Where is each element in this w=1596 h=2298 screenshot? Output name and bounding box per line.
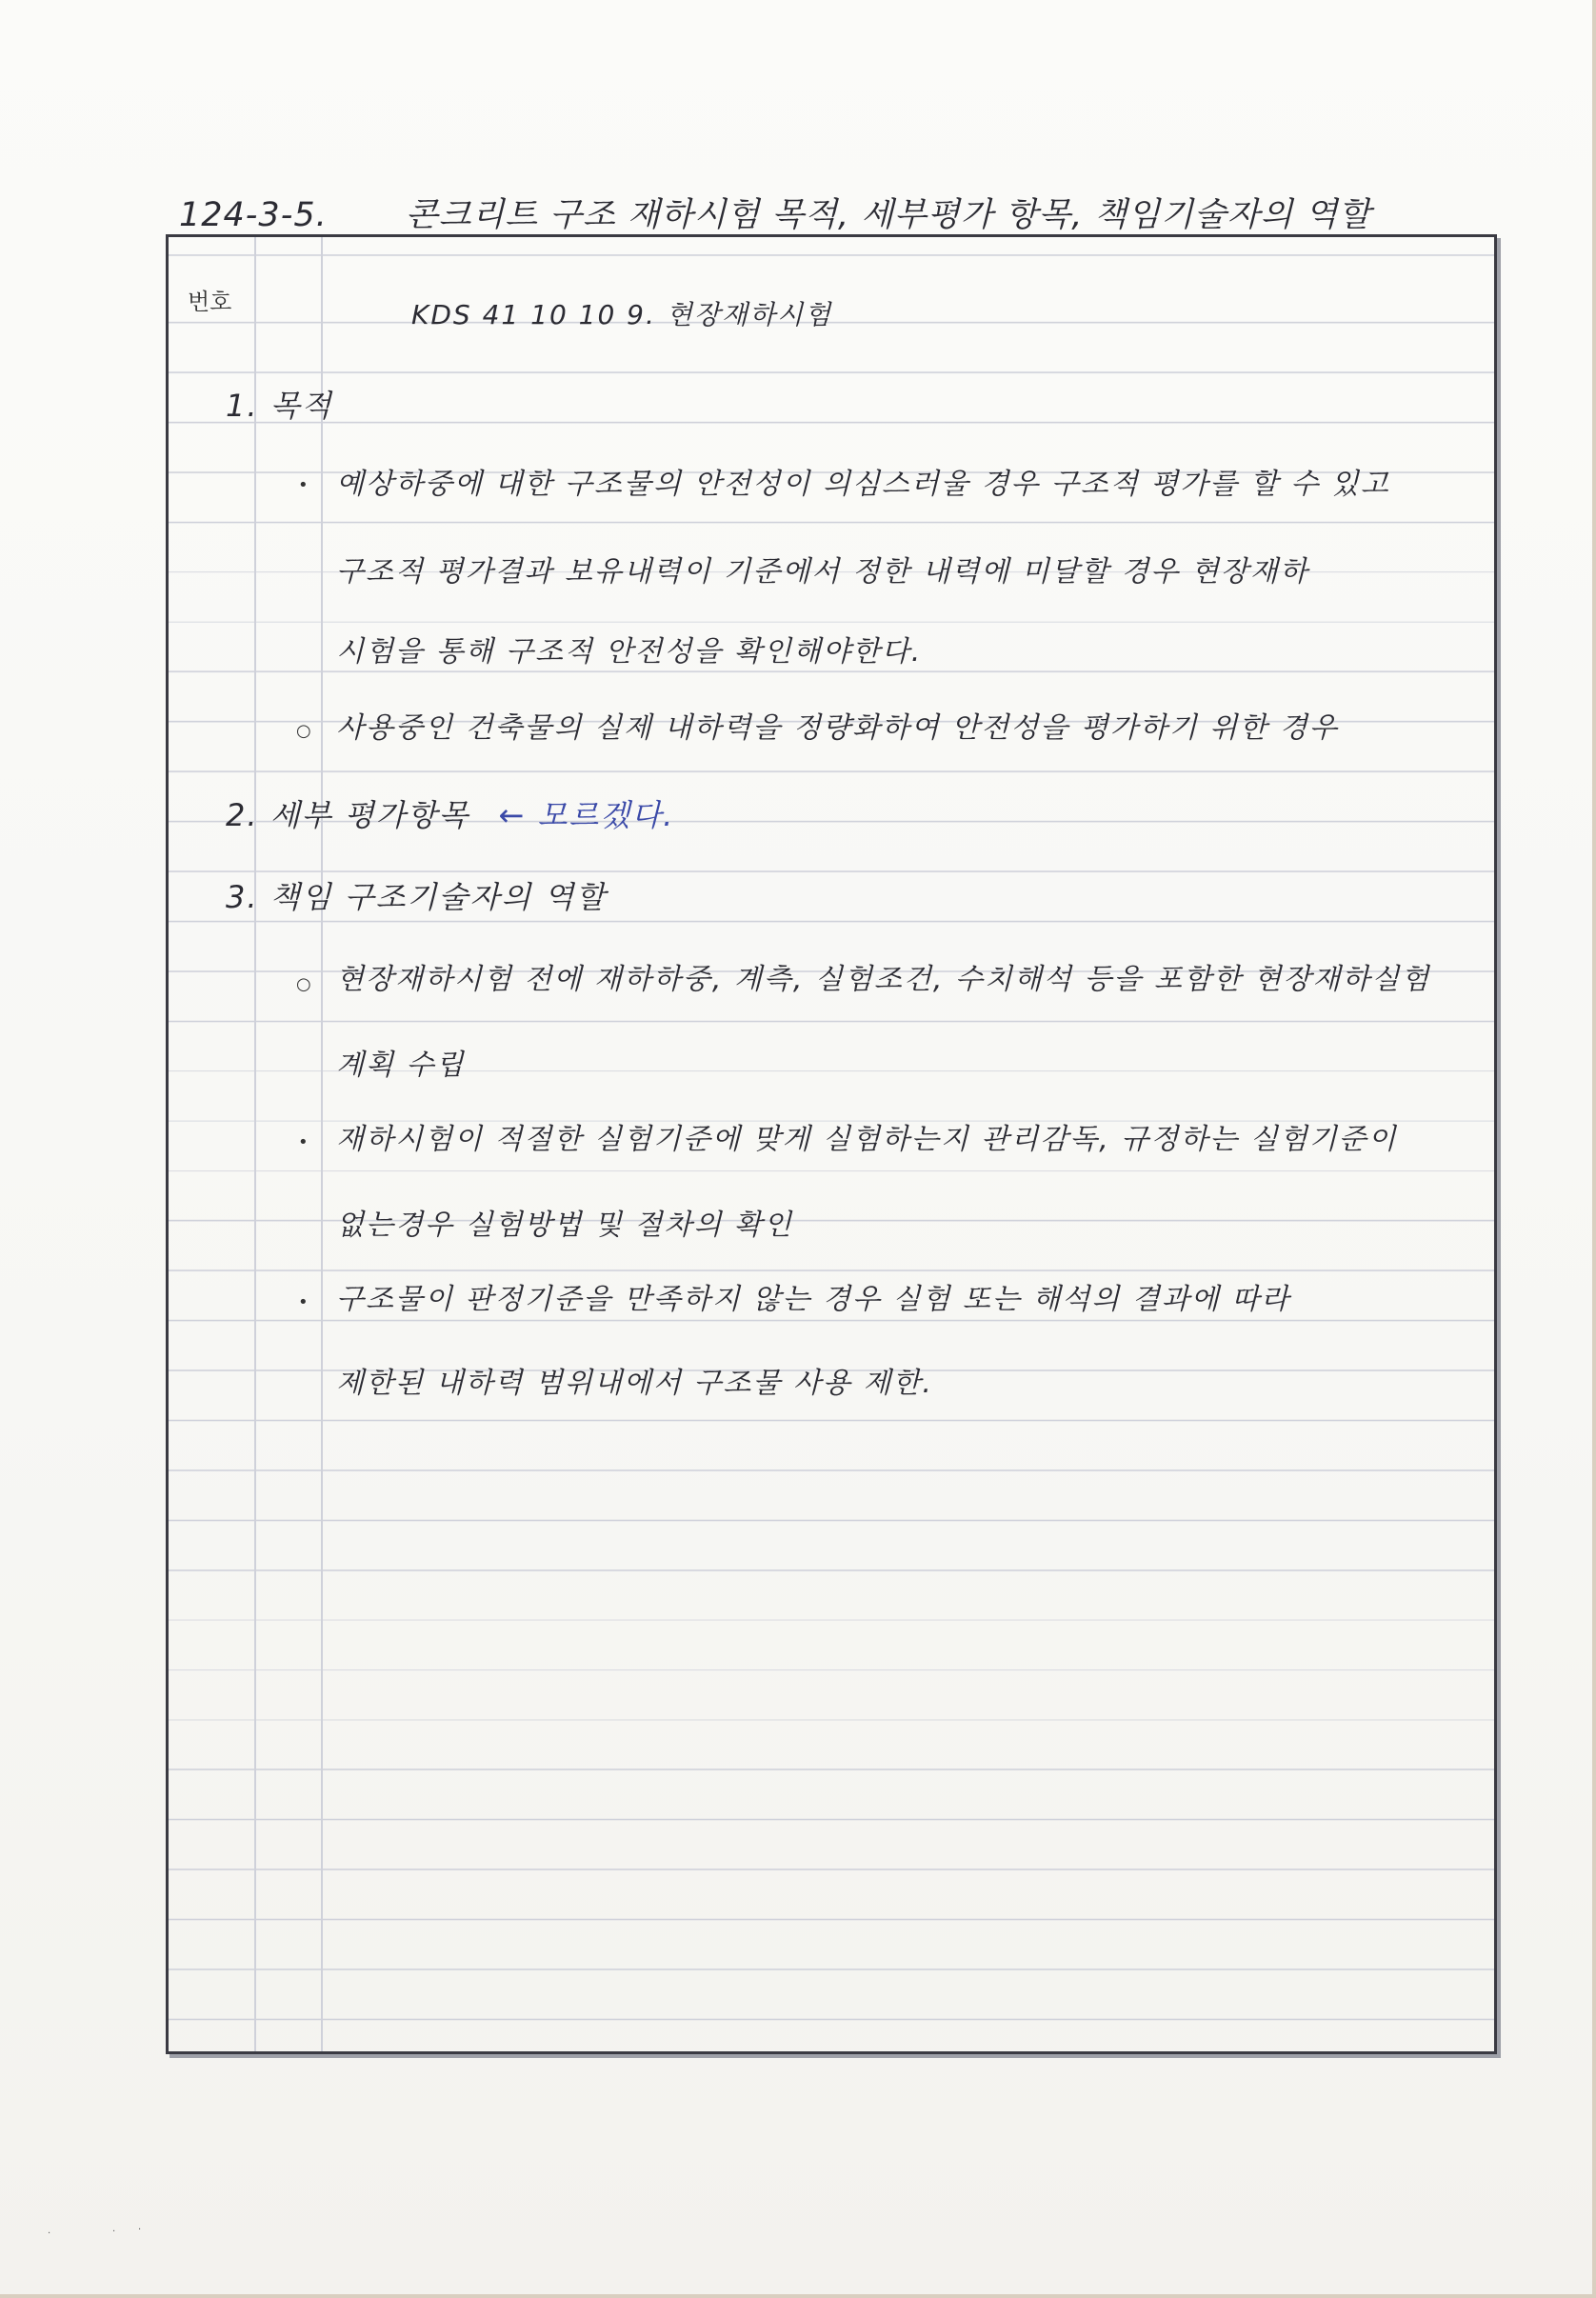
header-subject: 콘크리트 구조 재하시험 목적, 세부평가 항목, 책임기술자의 역할 — [405, 196, 1372, 234]
section-2-heading-text: 2. 세부 평가항목 — [226, 797, 470, 833]
section-1-heading: 1. 목적 — [226, 388, 333, 424]
section-3-bullet-3-line-1: 구조물이 판정기준을 만족하지 않는 경우 실험 또는 해석의 결과에 따라 — [336, 1283, 1291, 1316]
section-2-note: ← 모르겠다. — [498, 797, 675, 833]
bullet-marker: • — [298, 475, 309, 495]
bullet-marker: ○ — [296, 721, 311, 741]
number-label: 번호 — [188, 289, 232, 315]
section-3-bullet-1-line-1: 현장재하시험 전에 재하하중, 계측, 실험조건, 수치해석 등을 포함한 현장재하실험 — [336, 963, 1431, 996]
margin-line-2 — [321, 237, 323, 2051]
paper-speck: · — [138, 2225, 142, 2235]
section-3-bullet-2-line-2: 없는경우 실험방법 및 절차의 확인 — [336, 1209, 793, 1242]
paper-speck: · — [112, 2227, 116, 2237]
bullet-marker: ○ — [296, 974, 311, 994]
ruled-form — [166, 234, 1497, 2054]
bullet-marker: • — [298, 1132, 309, 1152]
paper-speck: · — [48, 2228, 51, 2239]
section-3-bullet-3-line-2: 제한된 내하력 범위내에서 구조물 사용 제한. — [336, 1367, 933, 1400]
bullet-marker: • — [298, 1292, 309, 1312]
margin-line-1 — [254, 237, 256, 2051]
section-2-heading — [226, 791, 674, 835]
section-3-bullet-1-line-2: 계획 수립 — [336, 1049, 466, 1082]
section-1-bullet-1-line-1: 예상하중에 대한 구조물의 안전성이 의심스러울 경우 구조적 평가를 할 수 있고 — [336, 468, 1390, 501]
header-date: 124-3-5. — [179, 196, 328, 234]
section-3-bullet-2-line-1: 재하시험이 적절한 실험기준에 맞게 실험하는지 관리감독, 규정하는 실험기준이 — [336, 1123, 1398, 1156]
section-3-heading: 3. 책임 구조기술자의 역할 — [226, 879, 608, 915]
section-1-bullet-1-line-3: 시험을 통해 구조적 안전성을 확인해야한다. — [336, 635, 923, 669]
reference-line: KDS 41 10 10 9. 현장재하시험 — [411, 299, 833, 330]
section-1-bullet-1-line-2: 구조적 평가결과 보유내력이 기준에서 정한 내력에 미달할 경우 현장재하 — [336, 555, 1309, 589]
section-1-bullet-2-line-1: 사용중인 건축물의 실제 내하력을 정량화하여 안전성을 평가하기 위한 경우 — [336, 711, 1339, 745]
